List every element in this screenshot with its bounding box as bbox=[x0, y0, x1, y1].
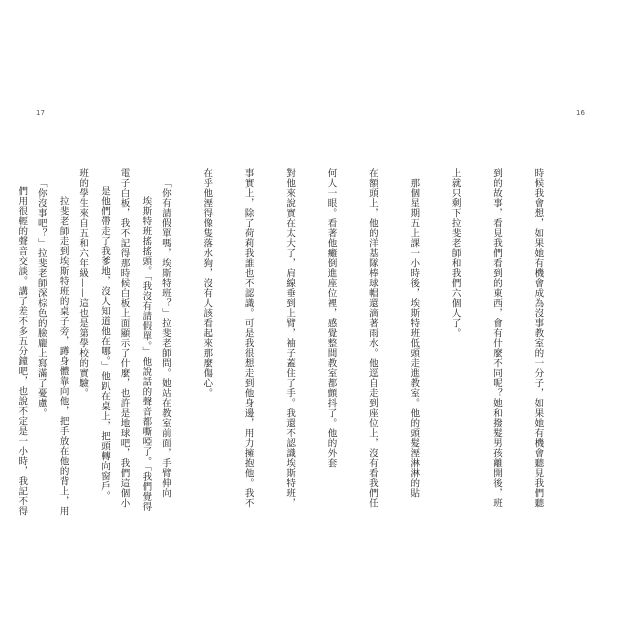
text-line: 們用很輕的聲音交談。講了差不多五分鐘吧，也說不定是一小時，我記不得 bbox=[16, 186, 28, 516]
text-line: 何人一眼。看著他癱倒進座位裡，感覺整間教室都顫抖了。他的外套 bbox=[325, 168, 337, 468]
right-page-number: 16 bbox=[576, 109, 585, 117]
text-line: 對他來說實在太大了，肩線垂到上臂，袖子蓋住了手。我還不認識埃斯特班， bbox=[284, 168, 296, 508]
text-line: 在乎他溼得像隻落水狗，沒有人該看起來那麼傷心。 bbox=[201, 168, 213, 398]
text-line: 班的學生來自五和六年級——這也是第學校的實驗。 bbox=[77, 168, 89, 398]
text-line: 時候我會想，如果她有機會成為沒事教室的一分子，如果她有機會聽見我們聽 bbox=[532, 168, 544, 508]
text-line: 那個星期五上課一小時後，埃斯特班低頭走進教室。他的頭髮溼淋淋的貼 bbox=[408, 177, 420, 498]
text-line: 拉斐老師走到埃斯特班的桌子旁，蹲身體靠向他，把手放在他的背上，用 bbox=[57, 195, 69, 516]
left-page-number: 17 bbox=[36, 109, 45, 117]
text-line: 上就只剩下拉斐老師和我們六個人了。 bbox=[449, 168, 461, 338]
text-line: 在額頭上，他的洋基隊棒球帽還滴著雨水。他逕自走到座位上，沒有看我們任 bbox=[366, 168, 378, 508]
text-line: 到的故事，看見我們看到的東西，會有什麼不同呢？她和撥髮男孩離開後，班 bbox=[491, 168, 503, 508]
text-line: 「你有請假單嗎，埃斯特班？」拉斐老師問。她站在教室前面，手臂伸向 bbox=[159, 177, 171, 498]
text-line: 電子白板，我不記得那時候白板上面顯示了什麼，也許是地球吧，我們這個小 bbox=[118, 168, 130, 508]
left-page-text bbox=[0, 186, 180, 516]
text-line: 「你沒事吧？」拉斐老師深棕色的臉龐上寫滿了憂慮。 bbox=[35, 177, 47, 418]
text-line: 埃斯特班搖搖頭。「我沒有請假單。」他說話的聲音都嘶啞了。「我們覺得 bbox=[140, 195, 152, 512]
text-line: 事實上，除了荷莉我誰也不認識。可是我很想走到他身邊，用力擁抱他。我不 bbox=[242, 168, 254, 508]
text-line: 是他們帶走了我爹地，沒人知道他在哪。」他趴在桌上，把頭轉向窗戶。 bbox=[99, 186, 111, 502]
